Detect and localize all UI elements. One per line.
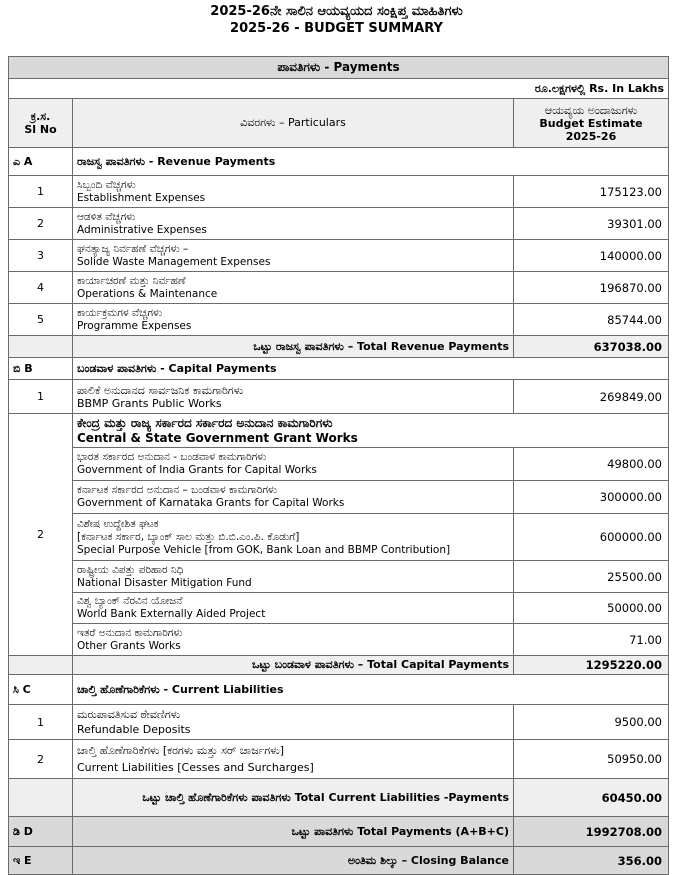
grant-heading-kn: ಕೇಂದ್ರ ಮತ್ತು ರಾಜ್ಯ ಸರ್ಕಾರದ ಸರ್ಕಾರದ ಅನುದಾನ ಕಾಮಗಾರಿಗಳು: [77, 415, 333, 430]
row-particulars: [73, 176, 514, 208]
revenue-total-row: [9, 336, 669, 358]
particular-kn: ಕಾರ್ಯಕ್ರಮಗಳ ವೆಚ್ಚಗಳು: [77, 306, 163, 319]
col-particulars-header: ವಿವರಗಳು – Particulars: [73, 99, 514, 148]
table-row: [9, 624, 669, 656]
row-sl: 1: [9, 705, 73, 740]
title-kannada: 2025-26ನೇ ಸಾಲಿನ ಆಯವ್ಯಯದ ಸಂಕ್ಷಿಪ್ತ ಮಾಹಿತಿಗಳು: [210, 4, 463, 19]
row-particulars: [73, 240, 514, 272]
row-particulars: [73, 304, 514, 336]
revenue-title: ರಾಜಸ್ವ ಪಾವತಿಗಳು - Revenue Payments: [73, 148, 669, 176]
table-row: [9, 304, 669, 336]
closing-value: 356.00: [514, 847, 669, 875]
col-sl-header: [9, 99, 73, 148]
particular-en: Other Grants Works: [77, 639, 181, 652]
row-value: 50000.00: [514, 593, 669, 624]
particular-kn: ಕಾರ್ಯಾಚರಣೆ ಮತ್ತು ನಿರ್ವಹಣೆ: [77, 274, 186, 287]
particular-en: Programme Expenses: [77, 319, 192, 332]
col-budget-en: Budget Estimate: [539, 116, 643, 130]
capital-title: ಬಂಡವಾಳ ಪಾವತಿಗಳು - Capital Payments: [73, 358, 669, 380]
capital-total-label: ಒಟ್ಟು ಬಂಡವಾಳ ಪಾವತಿಗಳು – Total Capital Payments: [73, 656, 514, 675]
particular-en: Current Liabilities [Cesses and Surcharges]: [77, 761, 314, 774]
table-row: [9, 705, 669, 740]
table-row: [9, 240, 669, 272]
table-row: [9, 380, 669, 414]
row-particulars: [73, 514, 514, 561]
row-value: 39301.00: [514, 208, 669, 240]
column-header-row: [9, 99, 669, 148]
table-row: [9, 176, 669, 208]
blank-cell: [9, 779, 73, 817]
particular-kn: ಆಡಳಿತ ವೆಚ್ಚಗಳು: [77, 210, 136, 223]
particular-en: Establishment Expenses: [77, 191, 206, 204]
particular-kn: ಚಾಲ್ತಿ ಹೊಣೆಗಾರಿಕೆಗಳು [ಕರಗಳು ಮತ್ತು ಸರ್ ಚಾರ್ಜಗಳು]: [77, 744, 284, 757]
section-title: ಪಾವತಿಗಳು - Payments: [9, 57, 669, 79]
row-particulars: [73, 561, 514, 593]
col-budget-kn: ಆಯವ್ಯಯ ಅಂದಾಜುಗಳು: [544, 103, 638, 117]
particular-en: World Bank Externally Aided Project: [77, 608, 266, 620]
particular-kn: ರಾಷ್ಟ್ರೀಯ ವಿಪತ್ತು ಪರಿಹಾರ ನಿಧಿ: [77, 563, 184, 576]
row-sl: 1: [9, 380, 73, 414]
row-sl: 2: [9, 414, 73, 656]
revenue-code: ಎ A: [9, 148, 73, 176]
unit-note: ರೂ.ಲಕ್ಷಗಳಲ್ಲಿ Rs. In Lakhs: [9, 79, 669, 99]
row-sl: 2: [9, 208, 73, 240]
particular-en: Operations & Maintenance: [77, 287, 218, 300]
row-particulars: [73, 380, 514, 414]
page-header: [0, 0, 673, 37]
row-particulars: [73, 624, 514, 656]
row-sl: 4: [9, 272, 73, 304]
row-sl: 3: [9, 240, 73, 272]
row-particulars: [73, 593, 514, 624]
table-row: [9, 481, 669, 514]
particular-en: Government of Karnataka Grants for Capital Works: [77, 497, 345, 509]
total-payments-code: ಡಿ D: [9, 817, 73, 847]
table-row: [9, 561, 669, 593]
particular-en: Special Purpose Vehicle [from GOK, Bank Loan and BBMP Contribution]: [77, 543, 451, 556]
grant-heading: [73, 414, 669, 448]
col-sl-en: Sl No: [24, 123, 57, 136]
revenue-total-label: ಒಟ್ಟು ರಾಜಸ್ವ ಪಾವತಿಗಳು – Total Revenue Payments: [73, 336, 514, 358]
particular-kn: ಇತರೆ ಅನುದಾನ ಕಾಮಗಾರಿಗಳು: [77, 626, 183, 639]
particular-en: Administrative Expenses: [77, 223, 207, 236]
total-payments-label: ಒಟ್ಟು ಪಾವತಿಗಳು Total Payments (A+B+C): [73, 817, 514, 847]
row-value: 600000.00: [514, 514, 669, 561]
row-value: 49800.00: [514, 448, 669, 481]
table-row: [9, 593, 669, 624]
table-row: [9, 448, 669, 481]
row-particulars: [73, 208, 514, 240]
capital-code: ಬಿ B: [9, 358, 73, 380]
section-title-row: [9, 57, 669, 79]
row-value: 140000.00: [514, 240, 669, 272]
row-value: 71.00: [514, 624, 669, 656]
particular-en: National Disaster Mitigation Fund: [77, 576, 252, 589]
col-sl-kn: ಕ್ರ.ಸ.: [30, 110, 51, 123]
table-row: [9, 272, 669, 304]
particular-kn: ಘನತ್ಯಾಜ್ಯ ನಿರ್ವಹಣೆ ವೆಚ್ಚಗಳು –: [77, 242, 189, 255]
row-value: 300000.00: [514, 481, 669, 514]
row-value: 196870.00: [514, 272, 669, 304]
particular-kn: ವಿಶ್ವ ಬ್ಯಾಂಕ್ ನೆರವಿನ ಯೋಜನೆ: [77, 595, 183, 607]
particular-kn: ಭಾರತ ಸರ್ಕಾರದ ಅನುದಾನ - ಬಂಡವಾಳ ಕಾಮಗಾರಿಗಳು: [77, 451, 267, 463]
row-particulars: [73, 448, 514, 481]
blank-cell: [9, 656, 73, 675]
particular-en: BBMP Grants Public Works: [77, 396, 222, 410]
table-row: [9, 740, 669, 779]
particular-kn: ಪಾಲಿಕೆ ಅನುದಾನದ ಸಾರ್ವಜನಿಕ ಕಾಮಗಾರಿಗಳು: [77, 383, 244, 397]
budget-table: [8, 56, 669, 875]
col-budget-header: [514, 99, 669, 148]
current-total-value: 60450.00: [514, 779, 669, 817]
row-value: 50950.00: [514, 740, 669, 779]
closing-balance-row: [9, 847, 669, 875]
particular-kn: ಸಿಬ್ಬಂದಿ ವೆಚ್ಚಗಳು: [77, 178, 136, 191]
current-heading-row: [9, 675, 669, 705]
current-total-row: [9, 779, 669, 817]
row-sl: 5: [9, 304, 73, 336]
grant-heading-en: Central & State Government Grant Works: [77, 430, 358, 445]
col-budget-year: 2025-26: [565, 129, 617, 143]
grant-heading-row: [9, 414, 669, 448]
unit-row: [9, 79, 669, 99]
particular-kn: ಕರ್ನಾಟಕ ಸರ್ಕಾರದ ಅನುದಾನ – ಬಂಡವಾಳ ಕಾಮಗಾರಿಗಳು: [77, 484, 278, 496]
row-value: 269849.00: [514, 380, 669, 414]
row-sl: 2: [9, 740, 73, 779]
row-value: 25500.00: [514, 561, 669, 593]
total-payments-row: [9, 817, 669, 847]
row-particulars: [73, 740, 514, 779]
row-particulars: [73, 481, 514, 514]
closing-label: ಅಂತಿಮ ಶಿಲ್ಕು – Closing Balance: [73, 847, 514, 875]
particular-kn: ಮರುಪಾವತಿಸುವ ಠೇವಣಿಗಳು: [77, 708, 181, 721]
particular-kn-detail: [ಕರ್ನಾಟಕ ಸರ್ಕಾರ, ಬ್ಯಾಂಕ್ ಸಾಲ ಮತ್ತು ಬಿ.ಬಿ.ಎಂ.ಪಿ. ಕೊಡುಗೆ]: [77, 530, 300, 543]
blank-cell: [9, 336, 73, 358]
row-sl: 1: [9, 176, 73, 208]
capital-total-value: 1295220.00: [514, 656, 669, 675]
title-english: 2025-26 - BUDGET SUMMARY: [230, 21, 443, 36]
particular-en: Refundable Deposits: [77, 723, 191, 736]
total-payments-value: 1992708.00: [514, 817, 669, 847]
row-value: 9500.00: [514, 705, 669, 740]
particular-en: Government of India Grants for Capital Works: [77, 464, 317, 476]
table-row: [9, 208, 669, 240]
current-total-label: ಒಟ್ಟು ಚಾಲ್ತಿ ಹೊಣೆಗಾರಿಕೆಗಳು ಪಾವತಿಗಳು Total Current Liabilities -Payments: [73, 779, 514, 817]
particular-kn: ವಿಶೇಷ ಉದ್ದೇಶಿತ ಘಟಕ: [77, 517, 159, 530]
capital-heading-row: [9, 358, 669, 380]
row-particulars: [73, 705, 514, 740]
capital-total-row: [9, 656, 669, 675]
current-title: ಚಾಲ್ತಿ ಹೊಣೆಗಾರಿಕೆಗಳು - Current Liabilities: [73, 675, 669, 705]
row-particulars: [73, 272, 514, 304]
table-row: [9, 514, 669, 561]
revenue-total-value: 637038.00: [514, 336, 669, 358]
row-value: 85744.00: [514, 304, 669, 336]
particular-en: Solide Waste Management Expenses: [77, 255, 271, 268]
closing-code: ಇ E: [9, 847, 73, 875]
revenue-heading-row: [9, 148, 669, 176]
row-value: 175123.00: [514, 176, 669, 208]
current-code: ಸಿ C: [9, 675, 73, 705]
